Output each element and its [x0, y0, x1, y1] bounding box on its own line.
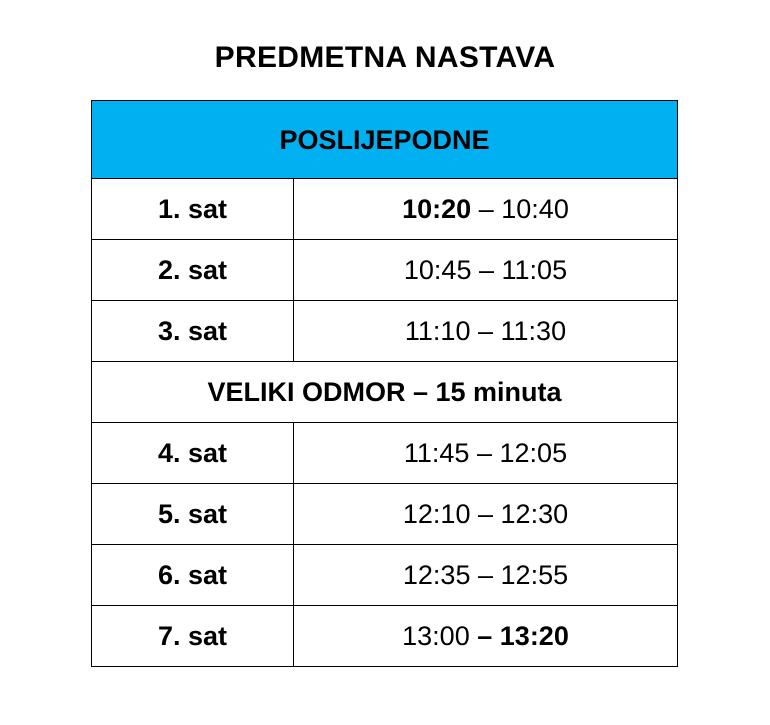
- table-row: [92, 484, 678, 545]
- start-time: 11:45: [403, 438, 470, 468]
- section-header: POSLIJEPODNE: [92, 101, 678, 179]
- period-label: 7. sat: [92, 606, 294, 667]
- period-time: [294, 301, 678, 362]
- start-time: 11:10: [404, 316, 471, 346]
- table-row: [92, 423, 678, 484]
- start-time: 13:00: [402, 621, 470, 651]
- break-row: [92, 362, 678, 423]
- period-time: [294, 545, 678, 606]
- start-time: 12:35: [402, 560, 471, 590]
- end-time: 11:05: [501, 255, 568, 285]
- time-dash: –: [477, 560, 494, 590]
- end-time: 10:40: [501, 194, 569, 224]
- period-label: 4. sat: [92, 423, 294, 484]
- start-time: 10:20: [402, 194, 472, 224]
- period-time: [294, 240, 678, 301]
- page-title: PREDMETNA NASTAVA: [214, 41, 556, 74]
- break-label: VELIKI ODMOR – 15 minuta: [92, 362, 678, 423]
- schedule-table: [91, 100, 678, 667]
- period-label: 6. sat: [92, 545, 294, 606]
- period-label: 5. sat: [92, 484, 294, 545]
- table-row: [92, 240, 678, 301]
- table-header-row: [92, 101, 678, 179]
- table-row: [92, 179, 678, 240]
- period-label: 1. sat: [92, 179, 294, 240]
- end-time: 12:30: [500, 499, 569, 529]
- table-row: [92, 301, 678, 362]
- start-time: 10:45: [403, 255, 472, 285]
- time-dash: –: [477, 499, 494, 529]
- time-dash: –: [477, 316, 494, 346]
- end-time: 13:20: [499, 621, 569, 651]
- time-dash: –: [478, 194, 494, 224]
- period-label: 2. sat: [92, 240, 294, 301]
- start-time: 12:10: [402, 499, 471, 529]
- end-time: 12:55: [500, 560, 569, 590]
- table-row: [92, 545, 678, 606]
- end-time: 11:30: [500, 316, 567, 346]
- time-dash: –: [478, 255, 495, 285]
- end-time: 12:05: [499, 438, 568, 468]
- time-dash: –: [476, 438, 492, 468]
- period-label: 3. sat: [92, 301, 294, 362]
- table-row: [92, 606, 678, 667]
- period-time: [294, 179, 678, 240]
- period-time: [294, 484, 678, 545]
- time-dash: –: [477, 621, 493, 651]
- period-time: [294, 423, 678, 484]
- period-time: [294, 606, 678, 667]
